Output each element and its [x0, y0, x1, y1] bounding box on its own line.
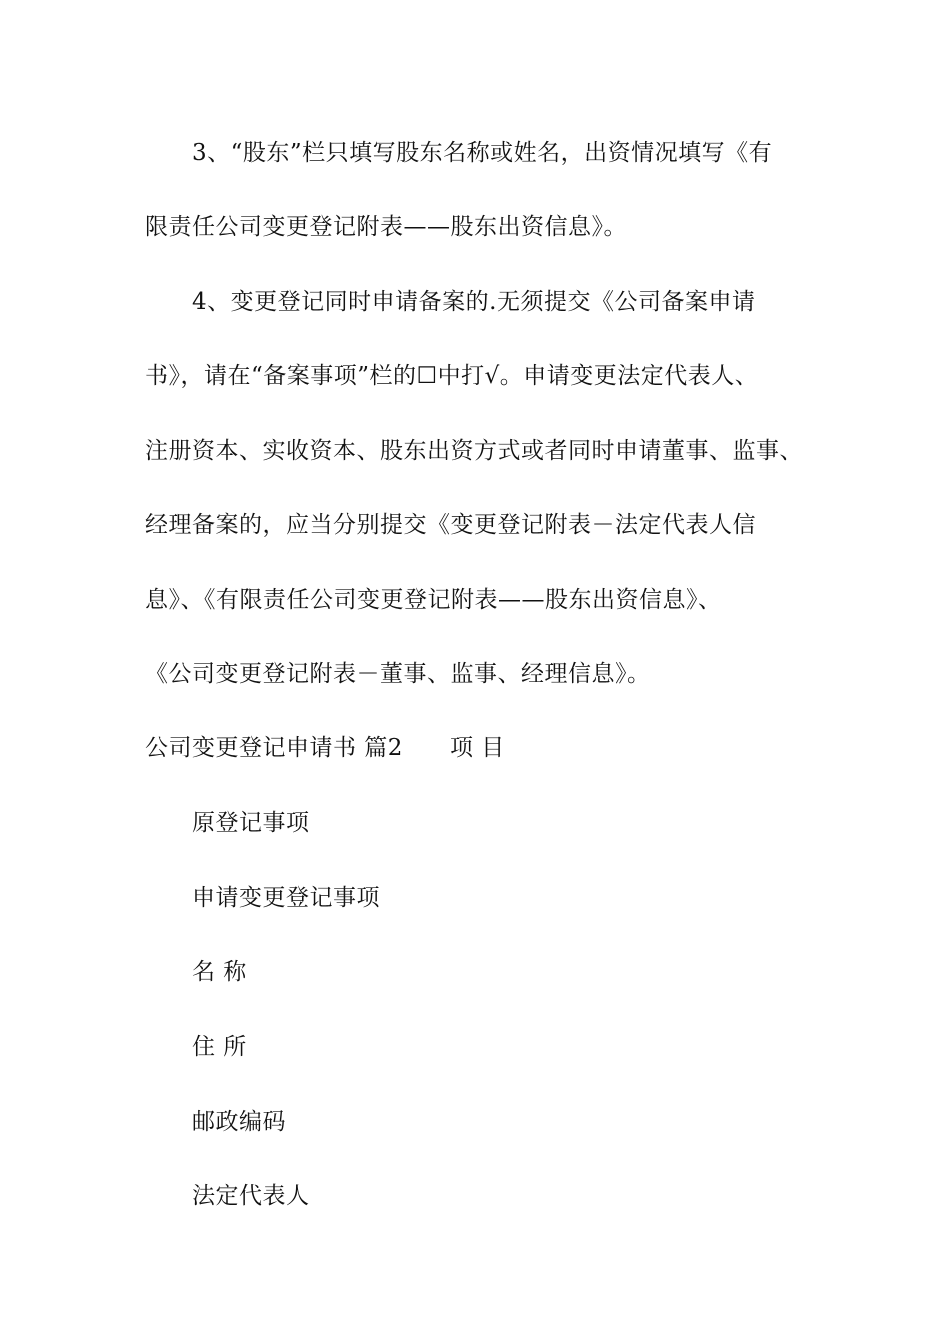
section-heading: 公司变更登记申请书 篇2 项 目 [145, 735, 505, 761]
para4-line4: 经理备案的，应当分别提交《变更登记附表－法定代表人信 [145, 512, 756, 538]
para4-line6: 《公司变更登记附表－董事、监事、经理信息》。 [145, 661, 651, 687]
list-item-name: 名 称 [192, 959, 247, 985]
para3-line1: 3、“股东”栏只填写股东名称或姓名，出资情况填写《有 [192, 140, 773, 166]
para4-line2: 书》，请在“备案事项”栏的☐中打√。申请变更法定代表人、 [145, 363, 759, 389]
para4-line3: 注册资本、实收资本、股东出资方式或者同时申请董事、监事、 [145, 438, 803, 464]
list-item-legal-representative: 法定代表人 [192, 1183, 310, 1209]
para4-line1: 4、变更登记同时申请备案的.无须提交《公司备案申请 [192, 289, 756, 315]
para4-line5: 息》、《有限责任公司变更登记附表——股东出资信息》、 [145, 587, 722, 613]
list-item-postal-code: 邮政编码 [192, 1109, 286, 1135]
list-item-requested-change: 申请变更登记事项 [192, 885, 380, 911]
list-item-address: 住 所 [192, 1034, 247, 1060]
para3-line2: 限责任公司变更登记附表——股东出资信息》。 [145, 214, 627, 240]
list-item-original-registration: 原登记事项 [192, 810, 310, 836]
